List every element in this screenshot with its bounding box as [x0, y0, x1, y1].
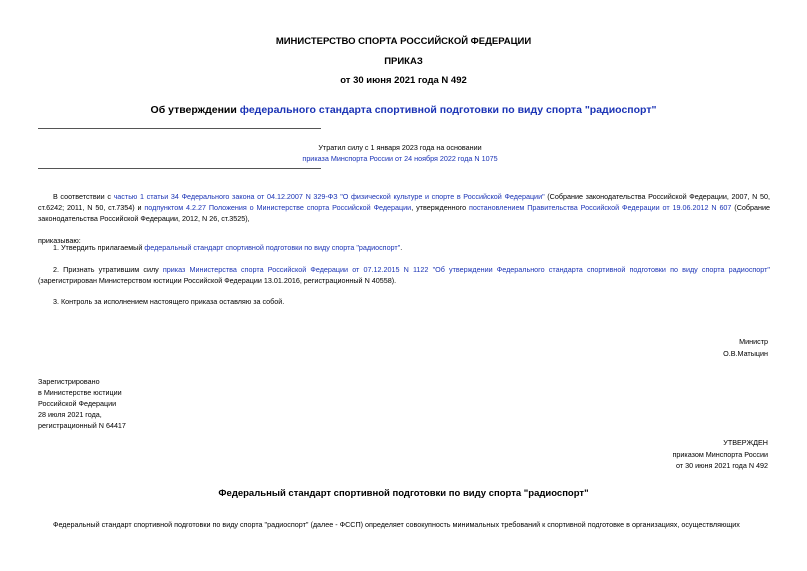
registration-line: регистрационный N 64417 [38, 421, 126, 430]
standard-link[interactable]: федеральный стандарт спортивной подготовки по виду спорта "радиоспорт" [144, 243, 401, 252]
preamble-text: В соответствии с [53, 192, 114, 201]
title-link[interactable]: федерального стандарта спортивной подготовки по виду спорта "радиоспорт" [239, 104, 657, 116]
item-2-text: (зарегистрирован Министерством юстиции Российской Федерации 13.01.2016, регистрационный N 40558). [38, 276, 397, 285]
doc-type-heading: ПРИКАЗ [384, 56, 423, 67]
title-prefix: Об утверждении [150, 104, 240, 116]
item-2 [38, 264, 770, 286]
registration-line: 28 июля 2021 года, [38, 410, 102, 419]
item-1 [38, 242, 770, 253]
approval-line: от 30 июня 2021 года N 492 [675, 461, 768, 470]
preamble-text: (Собрание законодательства Российской Федерации, 2012, N 26, ст.3525), [38, 203, 770, 223]
repealed-order-link[interactable]: приказ Министерства спорта Российской Федерации от 07.12.2015 N 1122 "Об утверждении Федерального стандарта спортивной подготовки по виду спорта радиоспорт" [162, 265, 770, 274]
approval-line: приказом Минспорта России [672, 449, 768, 459]
registration-block [38, 376, 238, 431]
item-1-text: . [400, 243, 403, 252]
registration-line: Зарегистрировано [38, 377, 100, 386]
law-link[interactable]: частью 1 статьи 34 Федерального закона от 04.12.2007 N 329-ФЗ "О физической культуре и спорте в Российской Федерации" [113, 192, 545, 201]
signature-name: О.В.Матыцин [723, 348, 768, 358]
status-link[interactable]: приказа Минспорта России от 24 ноября 2022 года N 1075 [302, 154, 498, 163]
order-word: приказываю: [38, 236, 81, 245]
approval-line: УТВЕРЖДЕН [723, 438, 768, 447]
status-line-1: Утратил силу с 1 января 2023 года на основании [318, 143, 482, 152]
order-date-number: от 30 июня 2021 года N 492 [340, 75, 467, 86]
item-2-text: 2. Признать утратившим силу [53, 265, 163, 274]
registration-line: в Министерстве юстиции [38, 388, 122, 397]
registration-line: Российской Федерации [38, 399, 117, 408]
preamble-text: , утвержденного [411, 203, 469, 212]
ministry-heading: МИНИСТЕРСТВО СПОРТА РОССИЙСКОЙ ФЕДЕРАЦИИ [275, 36, 532, 47]
item-1-text: 1. Утвердить прилагаемый [53, 243, 145, 252]
document-title [0, 104, 807, 116]
standard-intro: Федеральный стандарт спортивной подготовки по виду спорта "радиоспорт" (далее - ФССП) определяет совокупность минимальных требований к спортивной подготовке в организациях, осуществляющих [53, 520, 740, 529]
standard-heading: Федеральный стандарт спортивной подготовки по виду спорта "радиоспорт" [218, 488, 589, 499]
status-bottom-rule [38, 168, 321, 169]
status-top-rule [38, 128, 321, 129]
regulation-link[interactable]: подпунктом 4.2.27 Положения о Министерстве спорта Российской Федерации [144, 203, 412, 212]
decree-link[interactable]: постановлением Правительства Российской Федерации от 19.06.2012 N 607 [468, 203, 732, 212]
item-3: 3. Контроль за исполнением настоящего приказа оставляю за собой. [53, 297, 285, 306]
preamble-paragraph [38, 191, 770, 224]
approval-block [570, 437, 768, 472]
preamble-text: (Собрание законодательства Российской Федерации, 2007, N 50, ст.6242; 2011, N 50, ст.7354) и [38, 192, 770, 212]
signature-block [570, 336, 768, 359]
signature-position: Министр [739, 337, 768, 346]
